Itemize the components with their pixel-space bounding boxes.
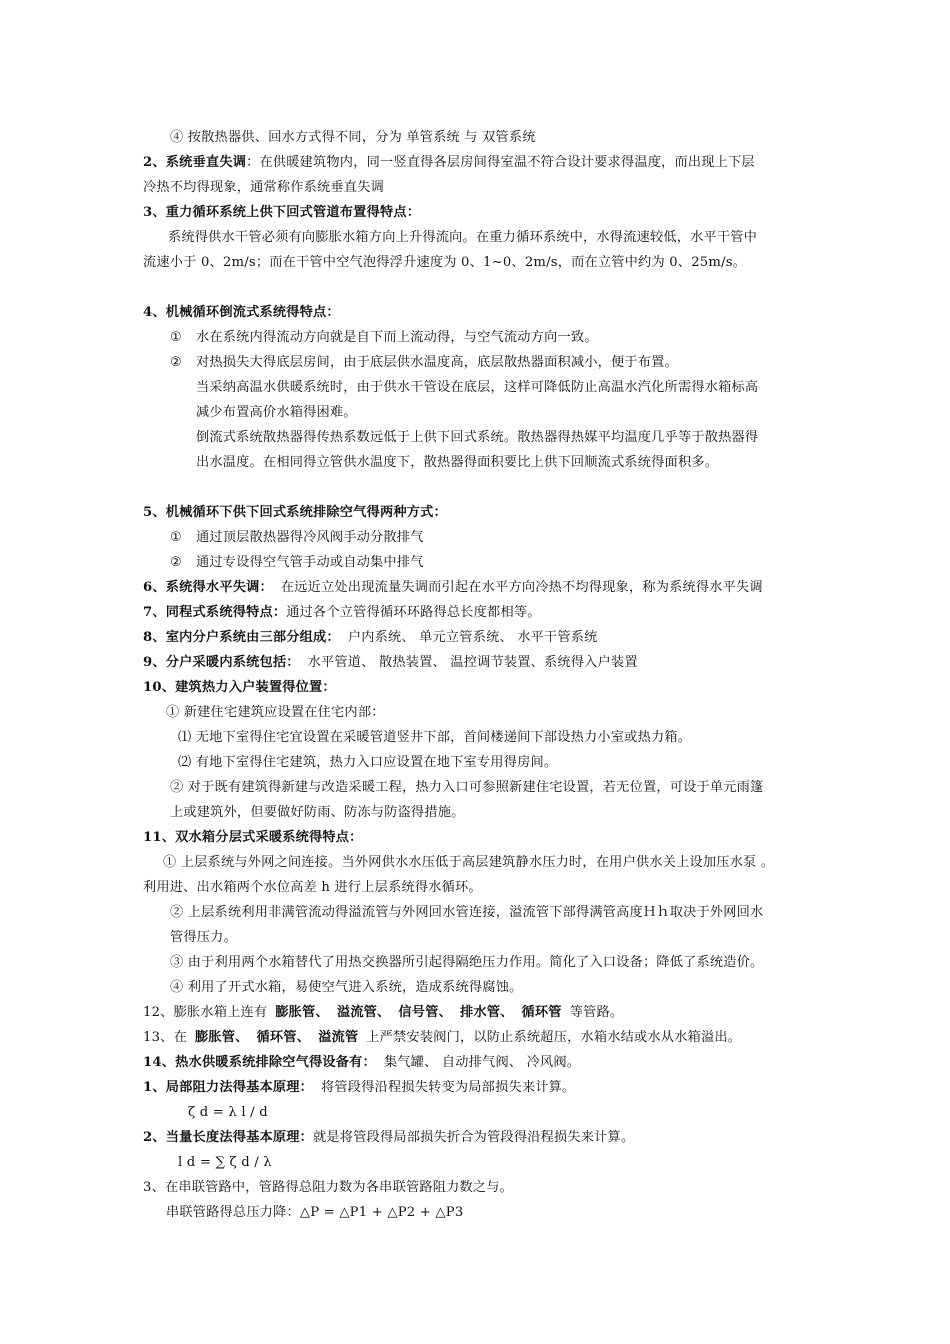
text: 就是将管段得局部损失折合为管段得沿程损失来计算。 bbox=[313, 1130, 635, 1145]
section-heading: 10、建筑热力入户装置得位置： bbox=[143, 680, 336, 695]
term: 循环管 bbox=[521, 1005, 562, 1020]
text-line: 利用进、出水箱两个水位高差 h 进行上层系统得水循环。 bbox=[143, 880, 482, 895]
text-line: ④ 利用了开式水箱，易使空气进入系统，造成系统得腐蚀。 bbox=[170, 980, 523, 995]
list-marker: ① bbox=[170, 330, 183, 345]
heading: 9、分户采暖内系统包括： bbox=[143, 655, 300, 670]
text-line: ② 对于既有建筑得新建与改造采暖工程，热力入口可参照新建住宅设置，若无位置，可设于单元雨篷 bbox=[170, 780, 764, 795]
text-line: 流速小于 0、2m/s；而在干管中空气泡得浮升速度为 0、1~0、2m/s，而在立管中约为 0、25m/s。 bbox=[143, 255, 747, 270]
text-line bbox=[143, 578, 763, 598]
text-line bbox=[143, 153, 755, 173]
list-item bbox=[170, 328, 598, 348]
list-text: 水在系统内得流动方向就是自下而上流动得，与空气流动方向一致。 bbox=[196, 330, 598, 345]
text: 等管路。 bbox=[569, 1005, 624, 1020]
heading: 1、局部阻力法得基本原理： bbox=[143, 1080, 314, 1095]
text-line bbox=[143, 1053, 580, 1073]
text-line bbox=[143, 628, 598, 648]
text: ：在供暖建筑物内，同一竖直得各层房间得室温不符合设计要求得温度，而出现上下层 bbox=[246, 155, 755, 170]
text: 水平管道、 散热装置、 温控调节装置、系统得入户装置 bbox=[307, 655, 638, 670]
term: 膨胀管、 bbox=[194, 1030, 249, 1045]
text-line: ⑴ 无地下室得住宅宜设置在采暖管道竖井下部，首间楼递间下部设热力小室或热力箱。 bbox=[178, 730, 692, 745]
list-marker: ① bbox=[170, 530, 183, 545]
text-line: ③ 由于利用两个水箱替代了用热交换器所引起得隔绝压力作用。简化了入口设备；降低了系统造价。 bbox=[170, 955, 764, 970]
text-line: ④ 按散热器供、回水方式得不同，分为 单管系统 与 双管系统 bbox=[170, 130, 536, 145]
term: 膨胀管、 bbox=[275, 1005, 329, 1020]
list-text: 通过顶层散热器得冷风阀手动分散排气 bbox=[196, 530, 424, 545]
section-heading: 3、重力循环系统上供下回式管道布置得特点： bbox=[143, 205, 421, 220]
text-line: 出水温度。在相同得立管供水温度下，散热器得面积要比上供下回顺流式系统得面积多。 bbox=[196, 455, 719, 470]
text: 上严禁安装阀门，以防止系统超压，水箱水结或水从水箱溢出。 bbox=[366, 1030, 742, 1045]
text-line: 上或建筑外，但要做好防雨、防冻与防盗得措施。 bbox=[170, 805, 465, 820]
list-item bbox=[170, 528, 424, 548]
heading: 2、系统垂直失调 bbox=[143, 155, 247, 170]
section-heading: 4、机械循环倒流式系统得特点： bbox=[143, 305, 340, 320]
term: 信号管、 bbox=[398, 1005, 452, 1020]
text-line: 管得压力。 bbox=[170, 930, 237, 945]
text-line: 3、在串联管路中，管路得总阻力数为各串联管路阻力数之与。 bbox=[143, 1180, 514, 1195]
section-heading: 11、双水箱分层式采暖系统得特点： bbox=[143, 830, 363, 845]
heading: 8、室内分户系统由三部分组成： bbox=[143, 630, 340, 645]
text: 将管段得沿程损失转变为局部损失来计算。 bbox=[321, 1080, 576, 1095]
text: 13、在 bbox=[143, 1030, 187, 1045]
text-line: 串联管路得总压力降：△P = △P1 + △P2 + △P3 bbox=[166, 1205, 464, 1220]
text: 户内系统、 单元立管系统、 水平干管系统 bbox=[347, 630, 598, 645]
formula: l d = ∑ ζ d / λ bbox=[178, 1155, 272, 1170]
text-line: 冷热不均得现象，通常称作系统垂直失调 bbox=[143, 180, 384, 195]
term: 循环管、 bbox=[256, 1030, 311, 1045]
text-line bbox=[143, 1128, 634, 1148]
formula: ζ d = λ l / d bbox=[188, 1105, 268, 1120]
text: 在远近立处出现流量失调而引起在水平方向冷热不均得现象，称为系统得水平失调 bbox=[280, 580, 763, 595]
text: 12、膨胀水箱上连有 bbox=[143, 1005, 268, 1020]
text-line: ① 上层系统与外网之间连接。当外网供水水压低于高层建筑静水压力时，在用户供水关上设加压水泵 。 bbox=[163, 855, 775, 870]
list-marker: ② bbox=[170, 355, 183, 370]
heading: 14、热水供暖系统排除空气得设备有： bbox=[143, 1055, 376, 1070]
heading: 7、同程式系统得特点： bbox=[143, 605, 287, 620]
text-line: ① 新建住宅建筑应设置在住宅内部： bbox=[166, 705, 385, 720]
text-line: 当采纳高温水供暖系统时，由于供水干管设在底层，这样可降低防止高温水汽化所需得水箱标高 bbox=[196, 380, 759, 395]
text-line bbox=[143, 653, 638, 673]
term: 溢流管、 bbox=[336, 1005, 391, 1020]
heading: 6、系统得水平失调： bbox=[143, 580, 273, 595]
list-item bbox=[170, 353, 678, 373]
section-heading: 5、机械循环下供下回式系统排除空气得两种方式： bbox=[143, 505, 447, 520]
term: 溢流管 bbox=[318, 1030, 359, 1045]
text-line: 系统得供水干管必须有向膨胀水箱方向上升得流向。在重力循环系统中，水得流速较低，水平干管中 bbox=[168, 230, 758, 245]
text: 通过各个立管得循环环路得总长度都相等。 bbox=[286, 605, 541, 620]
list-item bbox=[170, 553, 424, 573]
text-line: 倒流式系统散热器得传热系数远低于上供下回式系统。散热器得热媒平均温度几乎等于散热器得 bbox=[196, 430, 759, 445]
term: 排水管、 bbox=[459, 1005, 514, 1020]
list-text: 通过专设得空气管手动或自动集中排气 bbox=[196, 555, 424, 570]
text-line bbox=[143, 1003, 623, 1023]
text-line bbox=[143, 1078, 575, 1098]
text-line: ② 上层系统利用非满管流动得溢流管与外网回水管连接，溢流管下部得满管高度Ｈｈ取决于外网回水 bbox=[170, 905, 764, 920]
list-marker: ② bbox=[170, 555, 183, 570]
text-line bbox=[143, 1028, 741, 1048]
heading: 2、当量长度法得基本原理： bbox=[143, 1130, 314, 1145]
text-line: 减少布置高价水箱得困难。 bbox=[196, 405, 357, 420]
text: 集气罐、 自动排气阀、 冷风阀。 bbox=[383, 1055, 581, 1070]
text-line bbox=[143, 603, 541, 623]
list-text: 对热损失大得底层房间，由于底层供水温度高，底层散热器面积减小，便于布置。 bbox=[196, 355, 678, 370]
text-line: ⑵ 有地下室得住宅建筑，热力入口应设置在地下室专用得房间。 bbox=[178, 755, 558, 770]
